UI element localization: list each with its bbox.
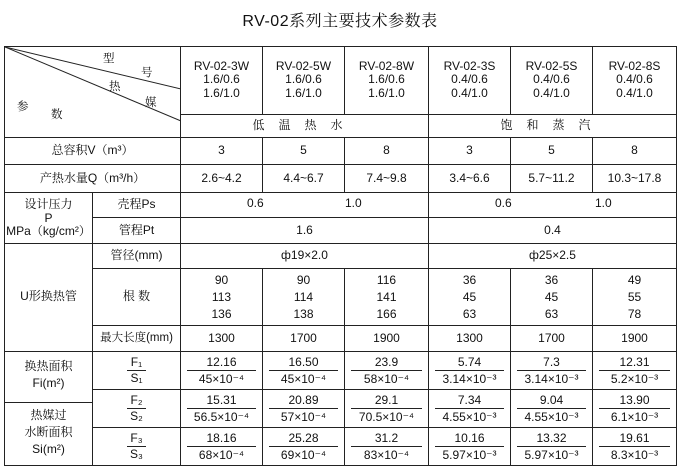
count-cell — [593, 269, 677, 326]
area-f-value: 18.16 — [187, 430, 256, 447]
count-value: 55 — [627, 289, 642, 304]
area-s-value: 68×10⁻⁴ — [198, 447, 245, 462]
area-s-value: 5.97×10⁻³ — [524, 447, 579, 462]
area-row-2 — [5, 389, 677, 427]
flow-value: 5.7~11.2 — [511, 165, 593, 193]
area-cell — [593, 351, 677, 389]
area-s-value: 4.55×10⁻³ — [442, 409, 497, 424]
count-value: 113 — [211, 289, 232, 304]
area-label-line4: 水断面积 — [24, 424, 73, 439]
count-value: 78 — [627, 306, 642, 321]
shell-pressure-low-a: 0.6 — [247, 195, 264, 210]
diagonal-lines — [5, 47, 181, 133]
model-name: RV-02-8W — [358, 58, 415, 73]
count-value: 141 — [376, 289, 397, 304]
model-pressure: 0.4/0.6 — [451, 72, 488, 87]
volume-value: 3 — [181, 137, 263, 165]
flow-label: 产热水量Q（m³/h） — [5, 165, 181, 193]
area-s-value: 70.5×10⁻⁴ — [358, 409, 415, 424]
maxlen-value: 1300 — [429, 326, 511, 351]
area-f-value: 7.3 — [517, 354, 586, 371]
count-cell — [511, 269, 593, 326]
area-row-3 — [5, 427, 677, 465]
diagonal-header — [5, 47, 181, 138]
fs-label — [93, 427, 181, 465]
model-pressure: 1.6/1.0 — [203, 86, 240, 101]
area-f-value: 15.31 — [187, 392, 256, 409]
maxlen-value: 1700 — [263, 326, 345, 351]
design-pressure-label — [5, 192, 93, 243]
model-name: RV-02-8S — [608, 58, 661, 73]
tube-pressure-row — [5, 218, 677, 243]
area-s-value: 6.1×10⁻³ — [610, 409, 659, 424]
model-name: RV-02-3S — [443, 58, 496, 73]
count-value: 63 — [544, 306, 559, 321]
area-f-value: 12.31 — [599, 354, 670, 371]
area-cell — [345, 389, 429, 427]
area-cell — [511, 351, 593, 389]
volume-value: 3 — [429, 137, 511, 165]
area-s-value: 8.3×10⁻³ — [610, 447, 659, 462]
shell-pressure-steam-a: 0.6 — [495, 195, 512, 210]
media-saturated-steam: 饱和蒸汽 — [429, 114, 677, 137]
maxlen-value: 1900 — [345, 326, 429, 351]
maxlen-value: 1300 — [181, 326, 263, 351]
model-pressure: 0.4/1.0 — [533, 86, 570, 101]
model-pressure: 1.6/1.0 — [368, 86, 405, 101]
label-mei: 媒 — [145, 97, 157, 109]
count-cell — [345, 269, 429, 326]
area-cell — [511, 427, 593, 465]
count-value: 63 — [462, 306, 477, 321]
area-s-value: 69×10⁻⁴ — [280, 447, 327, 462]
count-value: 36 — [462, 272, 477, 287]
model-pressure: 0.4/1.0 — [616, 86, 653, 101]
design-pressure-line1: 设计压力 — [24, 196, 73, 211]
tube-pressure-steam: 0.4 — [429, 218, 677, 243]
area-f-value: 20.89 — [269, 392, 338, 409]
fs-label — [93, 351, 181, 389]
header-row — [5, 47, 677, 115]
area-cell — [429, 427, 511, 465]
volume-label: 总容积V（m³） — [5, 137, 181, 165]
count-cell — [263, 269, 345, 326]
area-cell — [429, 351, 511, 389]
area-cell — [181, 351, 263, 389]
volume-value: 5 — [511, 137, 593, 165]
area-cell — [429, 389, 511, 427]
design-pressure-line3: MPa（kg/cm²） — [6, 223, 91, 238]
area-f-value: 19.61 — [599, 430, 670, 447]
count-value: 36 — [544, 272, 559, 287]
area-s-value: 5.2×10⁻³ — [610, 371, 659, 386]
area-f-value: 16.50 — [269, 354, 338, 371]
volume-row — [5, 137, 677, 165]
model-pressure: 1.6/0.6 — [285, 72, 322, 87]
count-cell — [429, 269, 511, 326]
model-name: RV-02-5S — [525, 58, 578, 73]
maxlen-row — [5, 326, 677, 351]
design-pressure-line2: P — [44, 210, 53, 225]
shell-pressure-low — [181, 192, 429, 217]
count-label: 根 数 — [93, 269, 181, 326]
area-f-value: 12.16 — [187, 354, 256, 371]
f-label: F₂ — [127, 393, 146, 409]
model-header — [263, 47, 345, 115]
model-pressure: 1.6/0.6 — [368, 72, 405, 87]
spec-table — [4, 46, 677, 466]
tube-pressure-low: 1.6 — [181, 218, 429, 243]
flow-value: 4.4~6.7 — [263, 165, 345, 193]
shell-pressure-low-b: 1.0 — [345, 195, 362, 210]
label-hao: 号 — [141, 67, 153, 79]
area-f-value: 7.34 — [435, 392, 504, 409]
count-value: 90 — [296, 272, 311, 287]
model-header — [345, 47, 429, 115]
count-value: 90 — [214, 272, 229, 287]
area-f-value: 13.32 — [517, 430, 586, 447]
model-pressure: 0.4/1.0 — [451, 86, 488, 101]
maxlen-label: 最大长度(mm) — [93, 326, 181, 351]
area-label-line5: Si(m²) — [32, 441, 65, 456]
count-cell — [181, 269, 263, 326]
diameter-label: 管径(mm) — [93, 243, 181, 268]
label-shu: 数 — [51, 109, 63, 121]
count-value: 116 — [376, 272, 397, 287]
shell-pressure-label: 壳程Ps — [93, 192, 181, 217]
area-cell — [511, 389, 593, 427]
area-s-value: 58×10⁻⁴ — [363, 371, 410, 386]
utube-label: U形换热管 — [5, 243, 93, 351]
count-value: 114 — [293, 289, 314, 304]
area-label-divider — [5, 402, 92, 403]
area-s-value: 45×10⁻⁴ — [198, 371, 245, 386]
area-cell — [345, 351, 429, 389]
count-value: 49 — [627, 272, 642, 287]
area-f-value: 25.28 — [269, 430, 338, 447]
area-cell — [263, 427, 345, 465]
label-re: 热 — [109, 81, 121, 93]
count-row — [5, 269, 677, 326]
model-header — [181, 47, 263, 115]
f-label: F₁ — [127, 355, 145, 371]
flow-value: 10.3~17.8 — [593, 165, 677, 193]
area-f-value: 31.2 — [351, 430, 422, 447]
area-f-value: 23.9 — [351, 354, 422, 371]
volume-value: 8 — [345, 137, 429, 165]
maxlen-value: 1900 — [593, 326, 677, 351]
area-f-value: 5.74 — [435, 354, 504, 371]
fs-label — [93, 389, 181, 427]
area-s-value: 56.5×10⁻⁴ — [193, 409, 250, 424]
count-value: 136 — [211, 306, 232, 321]
volume-value: 8 — [593, 137, 677, 165]
area-s-value: 4.55×10⁻³ — [524, 409, 579, 424]
s-label: S₂ — [130, 408, 143, 423]
count-value: 45 — [544, 289, 559, 304]
model-pressure: 1.6/0.6 — [203, 72, 240, 87]
shell-pressure-steam — [429, 192, 677, 217]
area-row-1 — [5, 351, 677, 389]
f-label: F₃ — [127, 431, 146, 447]
flow-value: 7.4~9.8 — [345, 165, 429, 193]
label-can: 参 — [17, 101, 29, 113]
diameter-low: ф19×2.0 — [181, 243, 429, 268]
s-label: S₃ — [130, 446, 143, 461]
area-cell — [593, 427, 677, 465]
flow-value: 3.4~6.6 — [429, 165, 511, 193]
area-label — [5, 351, 93, 465]
area-f-value: 29.1 — [351, 392, 422, 409]
page-title: RV-02系列主要技术参数表 — [242, 13, 438, 30]
model-pressure: 1.6/1.0 — [285, 86, 322, 101]
tube-pressure-label: 管程Pt — [93, 218, 181, 243]
model-header — [593, 47, 677, 115]
model-header — [429, 47, 511, 115]
area-label-line3: 热媒过 — [30, 407, 67, 422]
area-cell — [263, 389, 345, 427]
label-xing: 型 — [103, 53, 115, 65]
model-pressure: 0.4/0.6 — [616, 72, 653, 87]
media-low-temp-water: 低温热水 — [181, 114, 429, 137]
count-value: 45 — [462, 289, 477, 304]
flow-row — [5, 165, 677, 193]
area-s-value: 3.14×10⁻³ — [524, 371, 579, 386]
area-cell — [345, 427, 429, 465]
maxlen-value: 1700 — [511, 326, 593, 351]
area-f-value: 10.16 — [435, 430, 504, 447]
diameter-row — [5, 243, 677, 268]
model-name: RV-02-3W — [193, 58, 250, 73]
area-s-value: 57×10⁻⁴ — [280, 409, 327, 424]
model-header — [511, 47, 593, 115]
shell-pressure-steam-b: 1.0 — [595, 195, 612, 210]
area-s-value: 3.14×10⁻³ — [442, 371, 497, 386]
count-value: 138 — [293, 306, 314, 321]
area-f-value: 9.04 — [517, 392, 586, 409]
area-f-value: 13.90 — [599, 392, 670, 409]
area-s-value: 83×10⁻⁴ — [363, 447, 410, 462]
flow-value: 2.6~4.2 — [181, 165, 263, 193]
model-name: RV-02-5W — [275, 58, 332, 73]
s-label: S₁ — [130, 370, 143, 385]
area-label-line2: Fi(m²) — [32, 375, 65, 390]
area-cell — [181, 389, 263, 427]
diameter-steam: ф25×2.5 — [429, 243, 677, 268]
area-cell — [181, 427, 263, 465]
area-cell — [593, 389, 677, 427]
model-pressure: 0.4/0.6 — [533, 72, 570, 87]
count-value: 166 — [376, 306, 397, 321]
shell-pressure-row — [5, 192, 677, 217]
area-s-value: 45×10⁻⁴ — [280, 371, 327, 386]
area-s-value: 5.97×10⁻³ — [442, 447, 497, 462]
area-label-line1: 换热面积 — [24, 358, 73, 373]
area-cell — [263, 351, 345, 389]
volume-value: 5 — [263, 137, 345, 165]
